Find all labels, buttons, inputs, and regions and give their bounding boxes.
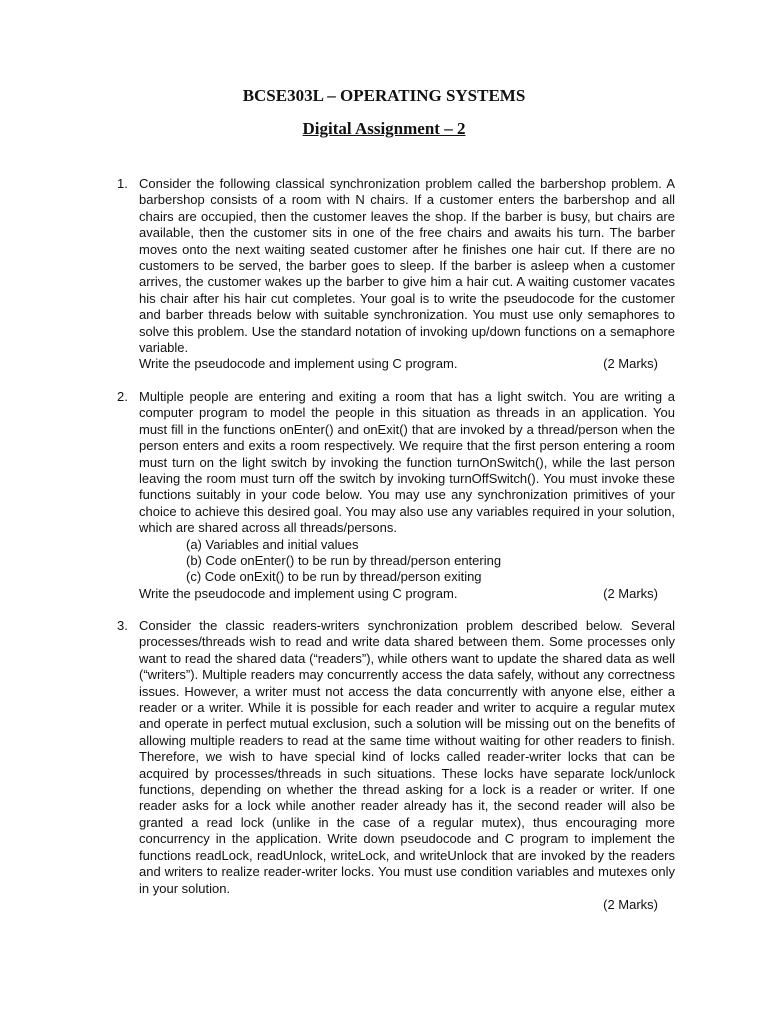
question-number: 2. [117,389,128,404]
question-text: Multiple people are entering and exiting a room that has a light switch. You are writing a computer program to model the people in this situation as threads in an application. You must fill in the functions onEnter() and onExit() that are invoked by a thread/person when the person enters and exits a room respectively. We require that the first person entering a room must turn on the light switch by invoking the function turnOnSwitch(), while the last person leaving the room must turn off the switch by invoking turnOffSwitch(). You must invoke these functions suitably in your code below. You may use any synchronization primitives of your choice to achieve this desired goal. You may also use any variables required in your solution, which are shared across all threads/persons. [139,389,675,536]
subitem-b: (b) Code onEnter() to be run by thread/person entering [186,553,502,569]
subitem-c: (c) Code onExit() to be run by thread/person exiting [186,569,482,585]
question-text: Consider the classic readers-writers synchronization problem described below. Several processes/threads wish to read and write data shared between them. Some processes only want to read the shared data (“readers”), while others want to update the shared data as well (“writers”). Multiple readers may concurrently access the data safely, without any correctness issues. However, a writer must not access the data concurrently with anyone else, either a reader or a writer. While it is possible for each reader and writer to acquire a regular mutex and operate in perfect mutual exclusion, such a solution will be missing out on the benefits of allowing multiple readers to read at the same time without waiting for other readers to finish. Therefore, we wish to have special kind of locks called reader-writer locks that can be acquired by processes/threads in such situations. These locks have separate lock/unlock functions, depending on whether the thread asking for a lock is a reader or writer. If one reader asks for a lock while another reader already has it, the second reader will also be granted a read lock (unlike in the case of a regular mutex), thus encouraging more concurrency in the application. Write down pseudocode and C program to implement the functions readLock, readUnlock, writeLock, and writeUnlock that are invoked by the readers and writers to realize reader-writer locks. You must use condition variables and mutexes only in your solution. [139,618,675,896]
question-number: 1. [117,176,128,191]
question-marks: (2 Marks) [603,896,658,912]
question-body [139,389,675,602]
question-marks: (2 Marks) [603,585,658,601]
question-body [139,176,675,373]
question-body [139,618,675,913]
assignment-title: Digital Assignment – 2 [302,119,466,138]
question-closing: Write the pseudocode and implement using C program. [139,356,458,372]
question-closing-line [139,586,675,602]
question-number: 3. [117,618,128,633]
course-title: BCSE303L – OPERATING SYSTEMS [242,86,526,105]
question-closing: Write the pseudocode and implement using C program. [139,585,458,601]
question-text: Consider the following classical synchronization problem called the barbershop problem. A barbershop consists of a room with N chairs. If a customer enters the barbershop and all chairs are occupied, then the customer leaves the shop. If the barber is busy, but chairs are available, then the customer sits in one of the free chairs and awaits his turn. The barber moves onto the next waiting seated customer after he finishes one hair cut. If there are no customers to be served, the barber goes to sleep. If the barber is asleep when a customer arrives, the customer wakes up the barber to give him a hair cut. A waiting customer vacates his chair after his hair cut completes. Your goal is to write the pseudocode for the customer and barber threads below with suitable synchronization. You must use only semaphores to solve this problem. Use the standard notation of invoking up/down functions on a semaphore variable. [139,176,675,356]
question-marks: (2 Marks) [603,356,658,372]
question-closing-line [139,356,675,372]
subitem-a: (a) Variables and initial values [186,536,359,552]
